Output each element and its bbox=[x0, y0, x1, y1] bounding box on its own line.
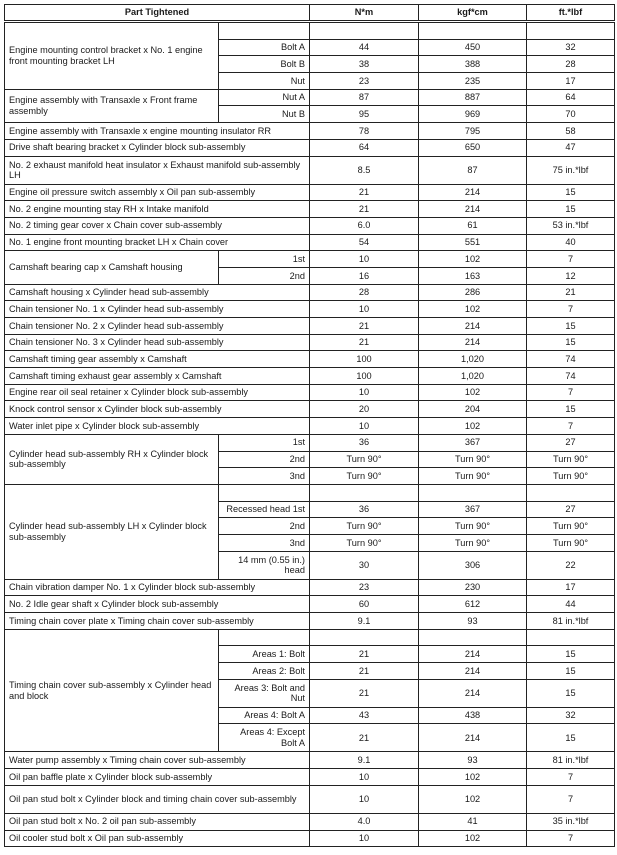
fastener-cell: Nut bbox=[219, 73, 310, 90]
ftlbf-value-cell: Turn 90° bbox=[527, 468, 615, 485]
table-row bbox=[5, 123, 615, 140]
nm-value-cell: 10 bbox=[310, 301, 419, 318]
fastener-cell: 1st bbox=[219, 434, 310, 451]
nm-value-cell: 30 bbox=[310, 551, 419, 579]
ftlbf-value-cell: 58 bbox=[527, 123, 615, 140]
table-row bbox=[5, 318, 615, 335]
ftlbf-value-cell: 12 bbox=[527, 267, 615, 284]
kgfcm-value-cell: 214 bbox=[419, 184, 527, 201]
kgfcm-value-cell: 612 bbox=[419, 596, 527, 613]
fastener-cell: 3nd bbox=[219, 468, 310, 485]
kgfcm-value-cell: 214 bbox=[419, 679, 527, 707]
ftlbf-value-cell: 35 in.*lbf bbox=[527, 813, 615, 830]
ftlbf-value-cell: 27 bbox=[527, 501, 615, 518]
nm-value-cell: 36 bbox=[310, 501, 419, 518]
nm-value-cell: 21 bbox=[310, 184, 419, 201]
ftlbf-value-cell: 53 in.*lbf bbox=[527, 217, 615, 234]
nm-value-cell: 6.0 bbox=[310, 217, 419, 234]
part-name-cell: Cylinder head sub-assembly LH x Cylinder block sub-assembly bbox=[5, 484, 219, 579]
part-name-cell: Camshaft timing gear assembly x Camshaft bbox=[5, 351, 310, 368]
ftlbf-value-cell: 32 bbox=[527, 39, 615, 56]
kgfcm-value-cell: 551 bbox=[419, 234, 527, 251]
table-row bbox=[5, 401, 615, 418]
kgfcm-value-cell: 650 bbox=[419, 139, 527, 156]
part-name-cell: Engine mounting control bracket x No. 1 engine front mounting bracket LH bbox=[5, 22, 219, 90]
kgfcm-value-cell: 367 bbox=[419, 434, 527, 451]
kgfcm-value-cell: 969 bbox=[419, 106, 527, 123]
ftlbf-value-cell: 22 bbox=[527, 551, 615, 579]
kgfcm-value-cell: 214 bbox=[419, 334, 527, 351]
kgfcm-value-cell: 1,020 bbox=[419, 351, 527, 368]
part-name-cell: Water pump assembly x Timing chain cover sub-assembly bbox=[5, 752, 310, 769]
kgfcm-value-cell: 235 bbox=[419, 73, 527, 90]
kgfcm-value-cell: Turn 90° bbox=[419, 468, 527, 485]
ftlbf-value-cell bbox=[527, 629, 615, 646]
nm-value-cell: 9.1 bbox=[310, 613, 419, 630]
part-name-cell: No. 2 engine mounting stay RH x Intake manifold bbox=[5, 201, 310, 218]
kgfcm-value-cell: 795 bbox=[419, 123, 527, 140]
table-row bbox=[5, 351, 615, 368]
kgfcm-value-cell: Turn 90° bbox=[419, 451, 527, 468]
nm-value-cell: 9.1 bbox=[310, 752, 419, 769]
nm-value-cell: 100 bbox=[310, 368, 419, 385]
ftlbf-value-cell: 7 bbox=[527, 418, 615, 435]
ftlbf-value-cell: 44 bbox=[527, 596, 615, 613]
ftlbf-value-cell: 7 bbox=[527, 301, 615, 318]
ftlbf-value-cell: Turn 90° bbox=[527, 451, 615, 468]
part-name-cell: Engine assembly with Transaxle x Front frame assembly bbox=[5, 89, 219, 122]
part-name-cell: Chain tensioner No. 1 x Cylinder head sub-assembly bbox=[5, 301, 310, 318]
nm-value-cell: 10 bbox=[310, 785, 419, 813]
nm-value-cell bbox=[310, 629, 419, 646]
kgfcm-value-cell: 214 bbox=[419, 724, 527, 752]
table-row bbox=[5, 22, 615, 40]
nm-value-cell: 10 bbox=[310, 418, 419, 435]
ftlbf-value-cell: 7 bbox=[527, 251, 615, 268]
part-name-cell: Cylinder head sub-assembly RH x Cylinder block sub-assembly bbox=[5, 434, 219, 484]
kgfcm-value-cell: 61 bbox=[419, 217, 527, 234]
table-row bbox=[5, 284, 615, 301]
ftlbf-value-cell: 81 in.*lbf bbox=[527, 752, 615, 769]
nm-value-cell: 21 bbox=[310, 201, 419, 218]
kgfcm-value-cell: 93 bbox=[419, 613, 527, 630]
kgfcm-value-cell: 388 bbox=[419, 56, 527, 73]
part-name-cell: Oil pan stud bolt x Cylinder block and timing chain cover sub-assembly bbox=[5, 785, 310, 813]
ftlbf-value-cell bbox=[527, 22, 615, 40]
fastener-cell: Areas 4: Bolt A bbox=[219, 707, 310, 724]
ftlbf-value-cell: 64 bbox=[527, 89, 615, 106]
kgfcm-value-cell: 102 bbox=[419, 251, 527, 268]
table-body bbox=[5, 22, 615, 847]
nm-value-cell: 95 bbox=[310, 106, 419, 123]
fastener-cell: Bolt A bbox=[219, 39, 310, 56]
fastener-cell: Recessed head 1st bbox=[219, 501, 310, 518]
table-row bbox=[5, 579, 615, 596]
nm-value-cell: 38 bbox=[310, 56, 419, 73]
nm-value-cell: 23 bbox=[310, 73, 419, 90]
table-row bbox=[5, 89, 615, 106]
ftlbf-value-cell: 17 bbox=[527, 579, 615, 596]
fastener-cell: Areas 1: Bolt bbox=[219, 646, 310, 663]
nm-value-cell: 23 bbox=[310, 579, 419, 596]
table-row bbox=[5, 156, 615, 184]
nm-value-cell: Turn 90° bbox=[310, 534, 419, 551]
header-kgfcm: kgf*cm bbox=[419, 5, 527, 22]
ftlbf-value-cell: 70 bbox=[527, 106, 615, 123]
kgfcm-value-cell bbox=[419, 629, 527, 646]
part-name-cell: Oil cooler stud bolt x Oil pan sub-assembly bbox=[5, 830, 310, 847]
ftlbf-value-cell: 40 bbox=[527, 234, 615, 251]
nm-value-cell bbox=[310, 22, 419, 40]
kgfcm-value-cell: 214 bbox=[419, 663, 527, 680]
table-row bbox=[5, 484, 615, 501]
fastener-cell: Areas 2: Bolt bbox=[219, 663, 310, 680]
nm-value-cell: 21 bbox=[310, 663, 419, 680]
table-row bbox=[5, 251, 615, 268]
header-ftlbf: ft.*lbf bbox=[527, 5, 615, 22]
nm-value-cell: 10 bbox=[310, 830, 419, 847]
kgfcm-value-cell: Turn 90° bbox=[419, 518, 527, 535]
ftlbf-value-cell: Turn 90° bbox=[527, 518, 615, 535]
fastener-cell: Nut B bbox=[219, 106, 310, 123]
part-name-cell: Camshaft bearing cap x Camshaft housing bbox=[5, 251, 219, 284]
table-row bbox=[5, 752, 615, 769]
table-row bbox=[5, 301, 615, 318]
part-name-cell: Water inlet pipe x Cylinder block sub-assembly bbox=[5, 418, 310, 435]
fastener-cell: 3nd bbox=[219, 534, 310, 551]
nm-value-cell: 20 bbox=[310, 401, 419, 418]
kgfcm-value-cell: 230 bbox=[419, 579, 527, 596]
header-part-tightened: Part Tightened bbox=[5, 5, 310, 22]
kgfcm-value-cell: 102 bbox=[419, 830, 527, 847]
part-name-cell: Engine assembly with Transaxle x engine mounting insulator RR bbox=[5, 123, 310, 140]
nm-value-cell: Turn 90° bbox=[310, 468, 419, 485]
nm-value-cell: 10 bbox=[310, 769, 419, 786]
kgfcm-value-cell: 450 bbox=[419, 39, 527, 56]
table-row bbox=[5, 613, 615, 630]
part-name-cell: No. 2 exhaust manifold heat insulator x Exhaust manifold sub-assembly LH bbox=[5, 156, 310, 184]
kgfcm-value-cell: 214 bbox=[419, 646, 527, 663]
kgfcm-value-cell bbox=[419, 484, 527, 501]
table-row bbox=[5, 785, 615, 813]
part-name-cell: Drive shaft bearing bracket x Cylinder block sub-assembly bbox=[5, 139, 310, 156]
kgfcm-value-cell: 1,020 bbox=[419, 368, 527, 385]
kgfcm-value-cell: 204 bbox=[419, 401, 527, 418]
nm-value-cell: 10 bbox=[310, 251, 419, 268]
kgfcm-value-cell: 93 bbox=[419, 752, 527, 769]
nm-value-cell: 60 bbox=[310, 596, 419, 613]
kgfcm-value-cell: 102 bbox=[419, 384, 527, 401]
part-name-cell: No. 2 Idle gear shaft x Cylinder block sub-assembly bbox=[5, 596, 310, 613]
kgfcm-value-cell: 367 bbox=[419, 501, 527, 518]
ftlbf-value-cell: 47 bbox=[527, 139, 615, 156]
kgfcm-value-cell: 102 bbox=[419, 301, 527, 318]
fastener-cell bbox=[219, 629, 310, 646]
ftlbf-value-cell: 15 bbox=[527, 679, 615, 707]
table-header-row bbox=[5, 5, 615, 22]
nm-value-cell: Turn 90° bbox=[310, 518, 419, 535]
fastener-cell: Areas 4: Except Bolt A bbox=[219, 724, 310, 752]
ftlbf-value-cell: 7 bbox=[527, 785, 615, 813]
table-row bbox=[5, 813, 615, 830]
fastener-cell: 2nd bbox=[219, 518, 310, 535]
ftlbf-value-cell: 15 bbox=[527, 663, 615, 680]
part-name-cell: No. 2 timing gear cover x Chain cover sub-assembly bbox=[5, 217, 310, 234]
ftlbf-value-cell: 75 in.*lbf bbox=[527, 156, 615, 184]
table-row bbox=[5, 418, 615, 435]
fastener-cell: 2nd bbox=[219, 267, 310, 284]
nm-value-cell: Turn 90° bbox=[310, 451, 419, 468]
ftlbf-value-cell: 7 bbox=[527, 769, 615, 786]
kgfcm-value-cell: 214 bbox=[419, 201, 527, 218]
table-row bbox=[5, 139, 615, 156]
part-name-cell: Engine rear oil seal retainer x Cylinder block sub-assembly bbox=[5, 384, 310, 401]
ftlbf-value-cell: 74 bbox=[527, 368, 615, 385]
table-row bbox=[5, 384, 615, 401]
nm-value-cell: 78 bbox=[310, 123, 419, 140]
ftlbf-value-cell: 21 bbox=[527, 284, 615, 301]
ftlbf-value-cell: 74 bbox=[527, 351, 615, 368]
table-row bbox=[5, 769, 615, 786]
kgfcm-value-cell: 102 bbox=[419, 769, 527, 786]
nm-value-cell bbox=[310, 484, 419, 501]
kgfcm-value-cell: 102 bbox=[419, 785, 527, 813]
table-row bbox=[5, 217, 615, 234]
ftlbf-value-cell: 32 bbox=[527, 707, 615, 724]
ftlbf-value-cell: 27 bbox=[527, 434, 615, 451]
part-name-cell: Chain tensioner No. 2 x Cylinder head sub-assembly bbox=[5, 318, 310, 335]
table-row bbox=[5, 368, 615, 385]
ftlbf-value-cell: Turn 90° bbox=[527, 534, 615, 551]
nm-value-cell: 87 bbox=[310, 89, 419, 106]
ftlbf-value-cell: 15 bbox=[527, 401, 615, 418]
nm-value-cell: 8.5 bbox=[310, 156, 419, 184]
ftlbf-value-cell: 15 bbox=[527, 184, 615, 201]
kgfcm-value-cell: 163 bbox=[419, 267, 527, 284]
table-row bbox=[5, 184, 615, 201]
nm-value-cell: 21 bbox=[310, 724, 419, 752]
fastener-cell: 2nd bbox=[219, 451, 310, 468]
nm-value-cell: 43 bbox=[310, 707, 419, 724]
header-nm: N*m bbox=[310, 5, 419, 22]
table-row bbox=[5, 830, 615, 847]
kgfcm-value-cell: 102 bbox=[419, 418, 527, 435]
fastener-cell bbox=[219, 484, 310, 501]
kgfcm-value-cell: 214 bbox=[419, 318, 527, 335]
nm-value-cell: 4.0 bbox=[310, 813, 419, 830]
ftlbf-value-cell: 15 bbox=[527, 646, 615, 663]
kgfcm-value-cell bbox=[419, 22, 527, 40]
table-row bbox=[5, 334, 615, 351]
part-name-cell: Oil pan stud bolt x No. 2 oil pan sub-assembly bbox=[5, 813, 310, 830]
kgfcm-value-cell: 306 bbox=[419, 551, 527, 579]
fastener-cell: Nut A bbox=[219, 89, 310, 106]
table-row bbox=[5, 234, 615, 251]
part-name-cell: Chain vibration damper No. 1 x Cylinder block sub-assembly bbox=[5, 579, 310, 596]
ftlbf-value-cell: 15 bbox=[527, 334, 615, 351]
ftlbf-value-cell: 7 bbox=[527, 830, 615, 847]
torque-specification-table bbox=[4, 4, 615, 847]
part-name-cell: Knock control sensor x Cylinder block sub-assembly bbox=[5, 401, 310, 418]
nm-value-cell: 21 bbox=[310, 318, 419, 335]
kgfcm-value-cell: Turn 90° bbox=[419, 534, 527, 551]
nm-value-cell: 21 bbox=[310, 646, 419, 663]
part-name-cell: Timing chain cover sub-assembly x Cylinder head and block bbox=[5, 629, 219, 752]
part-name-cell: Engine oil pressure switch assembly x Oil pan sub-assembly bbox=[5, 184, 310, 201]
ftlbf-value-cell: 81 in.*lbf bbox=[527, 613, 615, 630]
table-row bbox=[5, 596, 615, 613]
nm-value-cell: 21 bbox=[310, 334, 419, 351]
part-name-cell: Chain tensioner No. 3 x Cylinder head sub-assembly bbox=[5, 334, 310, 351]
part-name-cell: Timing chain cover plate x Timing chain cover sub-assembly bbox=[5, 613, 310, 630]
nm-value-cell: 100 bbox=[310, 351, 419, 368]
nm-value-cell: 54 bbox=[310, 234, 419, 251]
part-name-cell: Camshaft timing exhaust gear assembly x Camshaft bbox=[5, 368, 310, 385]
nm-value-cell: 28 bbox=[310, 284, 419, 301]
part-name-cell: Camshaft housing x Cylinder head sub-assembly bbox=[5, 284, 310, 301]
kgfcm-value-cell: 41 bbox=[419, 813, 527, 830]
nm-value-cell: 10 bbox=[310, 384, 419, 401]
fastener-cell: 14 mm (0.55 in.) head bbox=[219, 551, 310, 579]
kgfcm-value-cell: 87 bbox=[419, 156, 527, 184]
table-row bbox=[5, 434, 615, 451]
nm-value-cell: 44 bbox=[310, 39, 419, 56]
ftlbf-value-cell: 28 bbox=[527, 56, 615, 73]
ftlbf-value-cell: 15 bbox=[527, 724, 615, 752]
ftlbf-value-cell: 15 bbox=[527, 201, 615, 218]
ftlbf-value-cell: 7 bbox=[527, 384, 615, 401]
nm-value-cell: 64 bbox=[310, 139, 419, 156]
ftlbf-value-cell bbox=[527, 484, 615, 501]
fastener-cell: Areas 3: Bolt and Nut bbox=[219, 679, 310, 707]
nm-value-cell: 16 bbox=[310, 267, 419, 284]
nm-value-cell: 36 bbox=[310, 434, 419, 451]
table-row bbox=[5, 629, 615, 646]
kgfcm-value-cell: 286 bbox=[419, 284, 527, 301]
table-row bbox=[5, 201, 615, 218]
part-name-cell: No. 1 engine front mounting bracket LH x Chain cover bbox=[5, 234, 310, 251]
part-name-cell: Oil pan baffle plate x Cylinder block sub-assembly bbox=[5, 769, 310, 786]
kgfcm-value-cell: 887 bbox=[419, 89, 527, 106]
fastener-cell: Bolt B bbox=[219, 56, 310, 73]
ftlbf-value-cell: 15 bbox=[527, 318, 615, 335]
fastener-cell: 1st bbox=[219, 251, 310, 268]
nm-value-cell: 21 bbox=[310, 679, 419, 707]
fastener-cell bbox=[219, 22, 310, 40]
kgfcm-value-cell: 438 bbox=[419, 707, 527, 724]
ftlbf-value-cell: 17 bbox=[527, 73, 615, 90]
